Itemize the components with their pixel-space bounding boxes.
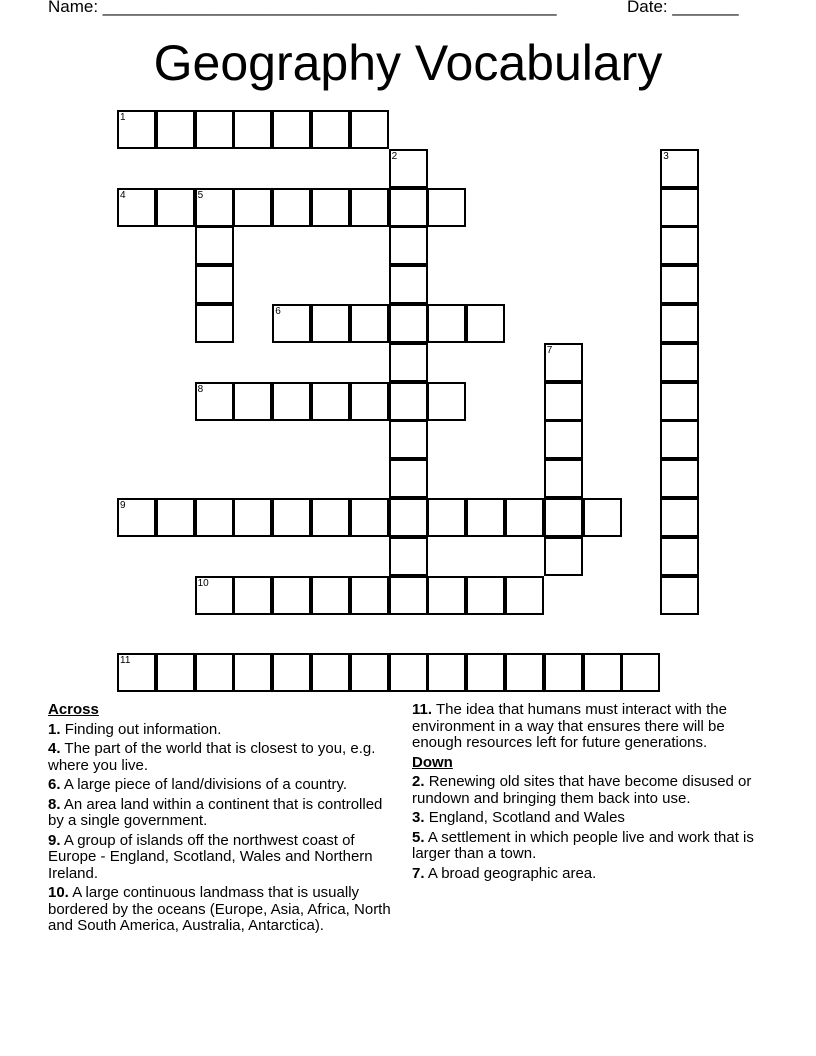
grid-cell[interactable]: [311, 498, 350, 537]
grid-cell[interactable]: [544, 498, 583, 537]
grid-cell[interactable]: [621, 653, 660, 692]
clue-down-5: 5. A settlement in which people live and work that is larger than a town.: [412, 828, 754, 862]
grid-cell[interactable]: [505, 653, 544, 692]
grid-cell[interactable]: [233, 653, 272, 692]
clue-number: 10: [197, 577, 209, 589]
date-label: Date: _______: [627, 0, 739, 16]
down-clues: [412, 702, 772, 885]
clue-across-9: 9. A group of islands off the northwest coast of Europe - England, Scotland, Wales and Northern Ireland.: [48, 831, 373, 882]
clue-number: 3: [663, 150, 669, 162]
grid-cell[interactable]: [389, 420, 428, 459]
grid-cell[interactable]: [117, 110, 156, 149]
grid-cell[interactable]: [195, 382, 234, 421]
grid-cell[interactable]: [466, 576, 505, 615]
grid-cell[interactable]: [466, 304, 505, 343]
clue-number: 6: [275, 306, 281, 317]
clue-across-1: 1. Finding out information.: [48, 720, 222, 738]
clue-across-4: 4. The part of the world that is closest to you, e.g. where you live.: [48, 740, 376, 774]
grid-cell[interactable]: [505, 498, 544, 537]
clue-number: 8: [197, 383, 204, 395]
grid-cell[interactable]: [389, 382, 428, 421]
clue-number: 2: [391, 150, 398, 162]
grid-cell[interactable]: [311, 653, 350, 692]
grid-cell[interactable]: [117, 498, 156, 537]
grid-cell[interactable]: [389, 149, 428, 188]
grid-cell[interactable]: [272, 498, 311, 537]
grid-cell[interactable]: [660, 265, 699, 304]
grid-cell[interactable]: [389, 653, 428, 692]
grid-cell[interactable]: [427, 188, 466, 227]
page-title: Geography Vocabulary: [153, 35, 663, 91]
grid-cell[interactable]: [350, 498, 389, 537]
grid-cell[interactable]: [427, 498, 466, 537]
grid-cell[interactable]: [117, 653, 156, 692]
grid-cell[interactable]: [233, 382, 272, 421]
clue-number: 5: [197, 189, 204, 201]
clue-number: 1: [120, 112, 126, 123]
grid-cell[interactable]: [233, 188, 272, 227]
grid-cell[interactable]: [660, 304, 699, 343]
grid-cell[interactable]: [311, 110, 350, 149]
name-label: Name: ________________________________________________: [48, 0, 557, 16]
grid-cell[interactable]: [195, 110, 234, 149]
grid-cell[interactable]: [156, 498, 195, 537]
grid-cell[interactable]: [117, 188, 156, 227]
grid-cell[interactable]: [195, 576, 234, 615]
grid-cell[interactable]: [195, 304, 234, 343]
clue-number: 9: [120, 500, 126, 511]
grid-cell[interactable]: [660, 459, 699, 498]
grid-cell[interactable]: [272, 576, 311, 615]
grid-cell[interactable]: [544, 653, 583, 692]
grid-cell[interactable]: [660, 420, 699, 459]
clue-across-8: 8. An area land within a continent that is controlled by a single government.: [48, 795, 383, 829]
grid-cell[interactable]: [389, 576, 428, 615]
grid-cell[interactable]: [660, 498, 699, 537]
grid-cell[interactable]: [427, 576, 466, 615]
grid-cell[interactable]: [272, 304, 311, 343]
grid-cell[interactable]: [350, 188, 389, 227]
grid-cell[interactable]: [389, 226, 428, 265]
grid-cell[interactable]: [544, 382, 583, 421]
grid-cell[interactable]: [233, 576, 272, 615]
grid-cell[interactable]: [660, 188, 699, 227]
grid-cell[interactable]: [156, 188, 195, 227]
grid-cell[interactable]: [660, 537, 699, 576]
clue-down-7: 7. A broad geographic area.: [412, 864, 597, 882]
down-heading: Down: [412, 753, 453, 771]
grid-cell[interactable]: [427, 304, 466, 343]
grid-cell[interactable]: [660, 149, 699, 188]
grid-cell[interactable]: [660, 226, 699, 265]
grid-cell[interactable]: [350, 653, 389, 692]
grid-cell[interactable]: [272, 188, 311, 227]
grid-cell[interactable]: [427, 382, 466, 421]
grid-cell[interactable]: [311, 188, 350, 227]
grid-cell[interactable]: [544, 343, 583, 382]
grid-cell[interactable]: [660, 382, 699, 421]
grid-cell[interactable]: [389, 304, 428, 343]
grid-cell[interactable]: [311, 576, 350, 615]
grid-cell[interactable]: [583, 653, 622, 692]
grid-cell[interactable]: [233, 110, 272, 149]
grid-cell[interactable]: [272, 653, 311, 692]
across-clues: [48, 702, 393, 938]
grid-cell[interactable]: [544, 537, 583, 576]
grid-cell[interactable]: [466, 653, 505, 692]
grid-cell[interactable]: [195, 265, 234, 304]
across-heading: Across: [48, 701, 99, 718]
clue-number: 7: [546, 344, 553, 356]
grid-cell[interactable]: [389, 459, 428, 498]
grid-cell[interactable]: [156, 653, 195, 692]
grid-cell[interactable]: [195, 188, 234, 227]
grid-cell[interactable]: [544, 420, 583, 459]
grid-cell[interactable]: [311, 382, 350, 421]
grid-cell[interactable]: [233, 498, 272, 537]
grid-cell[interactable]: [389, 498, 428, 537]
grid-cell[interactable]: [660, 343, 699, 382]
grid-cell[interactable]: [311, 304, 350, 343]
grid-cell[interactable]: [156, 110, 195, 149]
grid-cell[interactable]: [389, 537, 428, 576]
grid-cell[interactable]: [350, 576, 389, 615]
grid-cell[interactable]: [544, 459, 583, 498]
grid-cell[interactable]: [272, 382, 311, 421]
clue-across-11: 11. The idea that humans must interact with the environment in a way that ensures there will be enough resources left for future generations.: [412, 701, 727, 751]
grid-cell[interactable]: [195, 226, 234, 265]
grid-cell[interactable]: [195, 498, 234, 537]
grid-cell[interactable]: [389, 265, 428, 304]
grid-cell[interactable]: [350, 110, 389, 149]
grid-cell[interactable]: [660, 576, 699, 615]
grid-cell[interactable]: [505, 576, 544, 615]
grid-cell[interactable]: [350, 304, 389, 343]
grid-cell[interactable]: [389, 343, 428, 382]
clue-number: 4: [120, 189, 126, 201]
clue-down-3: 3. England, Scotland and Wales: [412, 809, 625, 826]
clue-across-6: 6. A large piece of land/divisions of a country.: [48, 776, 348, 793]
grid-cell[interactable]: [350, 382, 389, 421]
clue-across-10: 10. A large continuous landmass that is usually bordered by the oceans (Europe, Asia, Africa, North and South America, Australia, Antarctica).: [48, 884, 391, 934]
grid-cell[interactable]: [427, 653, 466, 692]
grid-cell[interactable]: [466, 498, 505, 537]
grid-cell[interactable]: [583, 498, 622, 537]
grid-cell[interactable]: [389, 188, 428, 227]
clue-number: 11: [120, 655, 131, 667]
grid-cell[interactable]: [272, 110, 311, 149]
grid-cell[interactable]: [195, 653, 234, 692]
clue-down-2: 2. Renewing old sites that have become disused or rundown and bringing them back into use.: [412, 773, 752, 807]
